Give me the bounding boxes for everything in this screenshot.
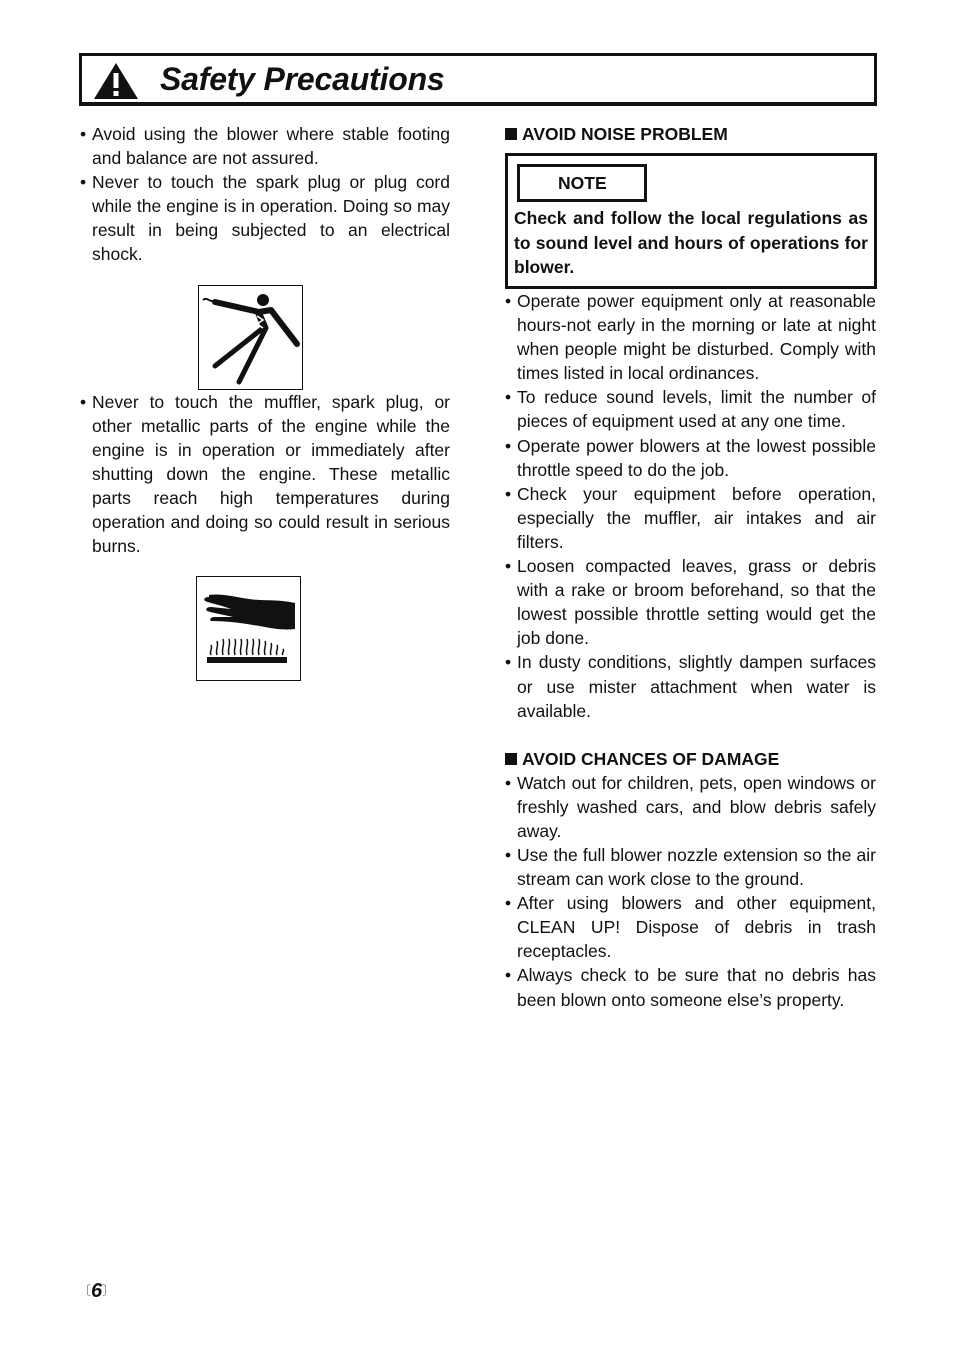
page-number: 〔6〕 xyxy=(78,1280,116,1302)
square-bullet-icon xyxy=(505,128,517,140)
list-item: • Avoid using the blower where stable footing and balance are not assured. xyxy=(80,122,450,170)
warning-triangle-icon xyxy=(93,62,139,100)
page-header xyxy=(79,53,877,106)
page-title: Safety Precautions xyxy=(160,61,445,97)
left-bullets-bottom xyxy=(80,390,450,559)
list-item: • Operate power blowers at the lowest possible throttle speed to do the job. xyxy=(505,434,876,482)
list-item: • After using blowers and other equipment, CLEAN UP! Dispose of debris in trash receptacles. xyxy=(505,891,876,963)
left-bullets-top xyxy=(80,122,450,267)
list-item: • Always check to be sure that no debris has been blown onto someone else’s property. xyxy=(505,963,876,1011)
note-box xyxy=(505,153,877,289)
hot-surface-hand-icon xyxy=(196,576,301,681)
noise-bullets xyxy=(505,289,876,723)
list-item: • Operate power equipment only at reasonable hours-not early in the morning or late at night when people might be disturbed. Comply with times listed in local ordinances. xyxy=(505,289,876,385)
list-item: • In dusty conditions, slightly dampen surfaces or use mister attachment when water is available. xyxy=(505,650,876,722)
left-column xyxy=(80,122,450,681)
right-column xyxy=(505,122,876,1012)
list-item: • Watch out for children, pets, open windows or freshly washed cars, and blow debris safely away. xyxy=(505,771,876,843)
list-item: • Never to touch the spark plug or plug cord while the engine is in operation. Doing so may result in being subjected to an electrical shock. xyxy=(80,170,450,266)
electrical-shock-icon xyxy=(198,285,303,390)
section-heading-noise: AVOID NOISE PROBLEM xyxy=(505,122,876,146)
damage-bullets xyxy=(505,771,876,1012)
list-item: • To reduce sound levels, limit the number of pieces of equipment used at any one time. xyxy=(505,385,876,433)
list-item: • Never to touch the muffler, spark plug, or other metallic parts of the engine while the engine is in operation or immediately after shutting down the engine. These metallic parts reach high temperatures during operation and doing so could result in serious burns. xyxy=(80,390,450,559)
section-heading-damage: AVOID CHANCES OF DAMAGE xyxy=(505,747,876,771)
square-bullet-icon xyxy=(505,753,517,765)
note-label: NOTE xyxy=(517,164,647,202)
list-item: • Loosen compacted leaves, grass or debris with a rake or broom beforehand, so that the lowest possible throttle setting would get the job done. xyxy=(505,554,876,650)
list-item: • Check your equipment before operation, especially the muffler, air intakes and air filters. xyxy=(505,482,876,554)
note-text: Check and follow the local regulations as to sound level and hours of operations for blower. xyxy=(514,208,868,277)
list-item: • Use the full blower nozzle extension so the air stream can work close to the ground. xyxy=(505,843,876,891)
